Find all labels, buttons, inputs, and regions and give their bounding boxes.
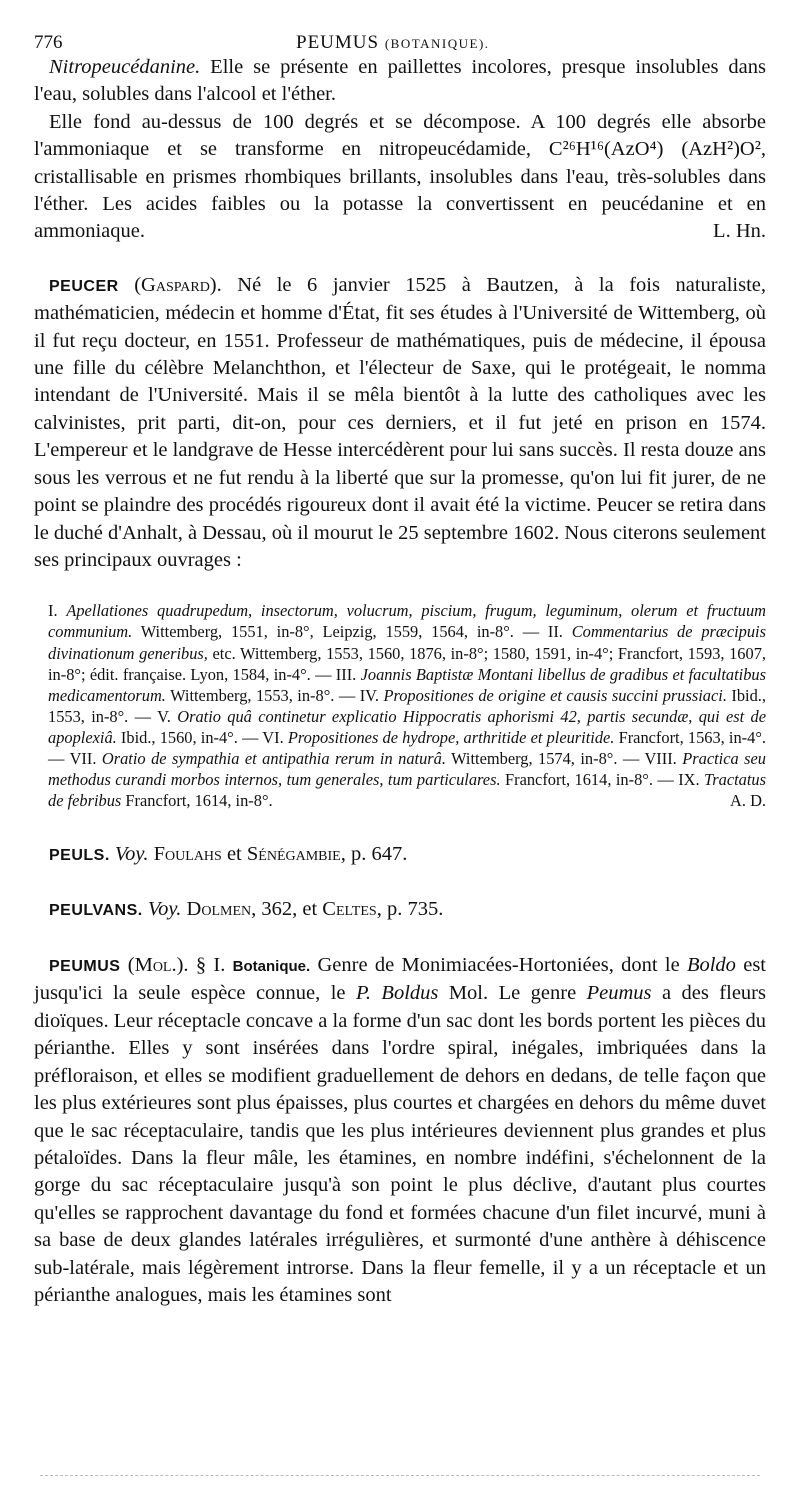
work-number: IV. [359, 685, 384, 705]
work-number: VII. [69, 748, 102, 768]
peumus-italic-boldo: Boldo [686, 954, 736, 977]
page-header [34, 20, 766, 54]
peucer-entry [34, 272, 766, 574]
bottom-edge-rule [40, 1475, 760, 1476]
work-title: Oratio de sympathia et antipathia rerum in naturâ. [101, 748, 446, 768]
running-title-word: PEUMUS [296, 32, 380, 53]
work-number: VI. [262, 727, 288, 747]
peucer-headword: PEUCER [49, 277, 119, 295]
peuls-conjunction: et [221, 843, 247, 866]
peumus-entry [34, 952, 766, 1309]
work-imprint: Wittemberg, 1553, in-8°. — [165, 685, 360, 705]
peulvans-headword: PEULVANS. [49, 901, 143, 919]
work-number: I. [48, 601, 67, 621]
peulvans-entry [34, 896, 766, 924]
nitro-term: Nitropeucédanine. [49, 56, 201, 78]
peumus-paragraph [34, 952, 766, 1309]
running-subtitle: (BOTANIQUE). [384, 36, 490, 51]
work-title: Tractatus de febribus [48, 770, 766, 811]
work-imprint: Ibid., 1560, in-4°. — [116, 727, 263, 747]
peumus-italic-species: P. Boldus [355, 982, 439, 1005]
work-title: Commentarius de præcipuis divinationum generibus, [48, 622, 766, 663]
nitro-text-2: Elle fond au-dessus de 100 degrés et se décompose. A 100 degrés elle absorbe l'ammoniaque et se transforme en nitropeucédamide, C²⁶H¹⁶(AzO⁴) (AzH²)O², cristallisable en prismes rhombiques brillants, insolubles dans l'eau, très-solubles dans l'éther. Les acides faibles ou la potasse la convertissent en peucédanine et en ammoniaque. [34, 110, 766, 243]
nitro-signature: L. Hn. [713, 220, 766, 243]
work-number: III. [335, 664, 361, 684]
peulvans-page-ref: , p. 735. [376, 897, 444, 920]
peumus-text: est jusqu'ici la seule espèce connue, le [34, 954, 767, 1005]
peumus-section-mark: § I. [188, 954, 233, 977]
work-title: Propositiones de hydrope, arthritide et pleuritide. [287, 727, 615, 747]
peulvans-mid: , 362, et [251, 897, 323, 920]
peumus-text: Genre de Monimiacées-Hortoniées, dont le [310, 954, 687, 977]
dictionary-page [34, 20, 766, 1309]
work-imprint: Francfort, 1614, in-8°. [121, 791, 273, 811]
peucer-paragraph [34, 272, 766, 574]
peuls-ref-a: Foulahs [153, 843, 222, 866]
peulvans-ref-b: Celtes [322, 897, 377, 920]
work-title: Apellationes quadrupedum, insectorum, volucrum, piscium, frugum, leguminum, olerum et fructuum communium. [48, 601, 767, 642]
peuls-ref-b: Sénégambie [246, 843, 341, 866]
work-title: Propositiones de origine et causis succini prussiaci. [383, 685, 727, 705]
peumus-text: a des fleurs dioïques. Leur réceptacle concave a la forme d'un sac dont les bords portent les pièces du périanthe. Elles y sont insérées dans l'ordre spiral, inégales, imbriquées dans la préfloraison, et elles se modifient graduellement de dehors en dedans, de telle façon que les plus extérieures sont plus épaisses, plus courtes et chargées en dehors du même duvet que le sac réceptaculaire, tandis que les plus intérieures deviennent plus grandes et plus pétaloïdes. Dans la fleur mâle, les étamines, en nombre indéfini, s'échelonnent de la gorge du sac réceptaculaire jusqu'à son point le plus déclive, d'autant plus courtes qu'elles se rapprochent davantage du fond et formées chacune d'un filet incurvé, muni à sa base de deux glandes latérales irrégulières, et surmonté d'une anthère à déhiscence sub-latérale, mais légèrement introrse. Dans la fleur femelle, il y a un réceptacle et un périanthe analogues, mais les étamines sont [34, 982, 766, 1306]
works-signature: A. D. [730, 791, 766, 811]
nitro-text-1: Elle se présente en paillettes incolores, presque insolubles dans l'eau, solubles dans l'alcool et l'éther. [34, 56, 766, 106]
work-number: VIII. [644, 748, 683, 768]
peumus-text: Mol. Le genre [438, 982, 587, 1005]
work-imprint: Wittemberg, 1551, in-8°, Leipzig, 1559, 1564, in-8°. — [132, 622, 548, 642]
work-title: Practica seu methodus curandi morbos internos, tum generales, tum particulares. [48, 748, 766, 790]
work-imprint: Wittemberg, 1574, in-8°. — [445, 748, 645, 768]
nitropeucedanine-entry [34, 54, 766, 246]
works-paragraph [48, 600, 766, 811]
running-title [296, 32, 490, 54]
work-imprint: Ibid., 1553, in-8°. — [48, 685, 766, 726]
work-number: II. [547, 622, 572, 642]
peuls-paragraph [34, 841, 766, 869]
work-imprint: Francfort, 1563, in-4°. — [48, 727, 766, 768]
peumus-italic-genus: Peumus [586, 982, 652, 1005]
nitro-paragraph-2 [34, 109, 766, 246]
peumus-headword: PEUMUS [49, 958, 121, 976]
work-imprint: etc. Wittemberg, 1553, 1560, 1876, in-8°; 1580, 1591, in-4°; Francfort, 1593, 1607, in-8°; édit. française. Lyon, 1584, in-4°. — [48, 643, 766, 684]
work-number: IX. [678, 770, 705, 790]
peuls-page-ref: , p. 647. [340, 843, 408, 866]
peuls-headword: PEULS. [49, 847, 110, 865]
peuls-voy: Voy. [114, 843, 149, 866]
peucer-text: Né le 6 janvier 1525 à Bautzen, à la fois naturaliste, mathématicien, médecin et homme d'État, fit ses études à l'Université de Wittemberg, où il fut reçu docteur, en 1551. Professeur de mathématiques, puis de médecine, il épousa une fille du célèbre Melanchthon, et l'électeur de Saxe, qui le protégeait, le nomma intendant de l'Université. Mais il se mêla bientôt à la lutte des catholiques avec les calvinistes, prit parti, dit-on, pour ces derniers, et il fut jeté en prison en 1574. L'empereur et le landgrave de Hesse intercédèrent pour lui sans succès. Il resta douze ans sous les verrous et ne fut rendu à la liberté que sur la promesse, qu'on lui fit jurer, de ne point se plaindre des procédés rigoureux dont il avait été la victime. Peucer se retira dans le duché d'Anhalt, à Dessau, où il mourut le 25 septembre 1602. Nous citerons seulement ses principaux ouvrages : [34, 273, 766, 571]
peuls-entry [34, 841, 766, 869]
peumus-section-title: Botanique. [232, 958, 311, 976]
work-imprint: Francfort, 1614, in-8°. — [500, 770, 679, 790]
work-title: Oratio quâ continetur explicatio Hippocratis aphorismi 42, partis secundæ, qui est de apoplexiâ. [48, 706, 767, 747]
peulvans-paragraph [34, 896, 766, 924]
peumus-author: (Mol.). [127, 954, 189, 977]
work-number: V. [157, 706, 178, 726]
page-number: 776 [34, 32, 63, 53]
peulvans-voy: Voy. [147, 897, 182, 920]
nitro-paragraph-1 [34, 54, 766, 109]
peucer-works-list [34, 600, 766, 811]
peucer-given-name: (Gaspard). [134, 273, 222, 296]
work-title: Joannis Baptistæ Montani libellus de gradibus et facultatibus medicamentorum. [48, 664, 766, 705]
peulvans-ref-a: Dolmen [186, 897, 252, 920]
